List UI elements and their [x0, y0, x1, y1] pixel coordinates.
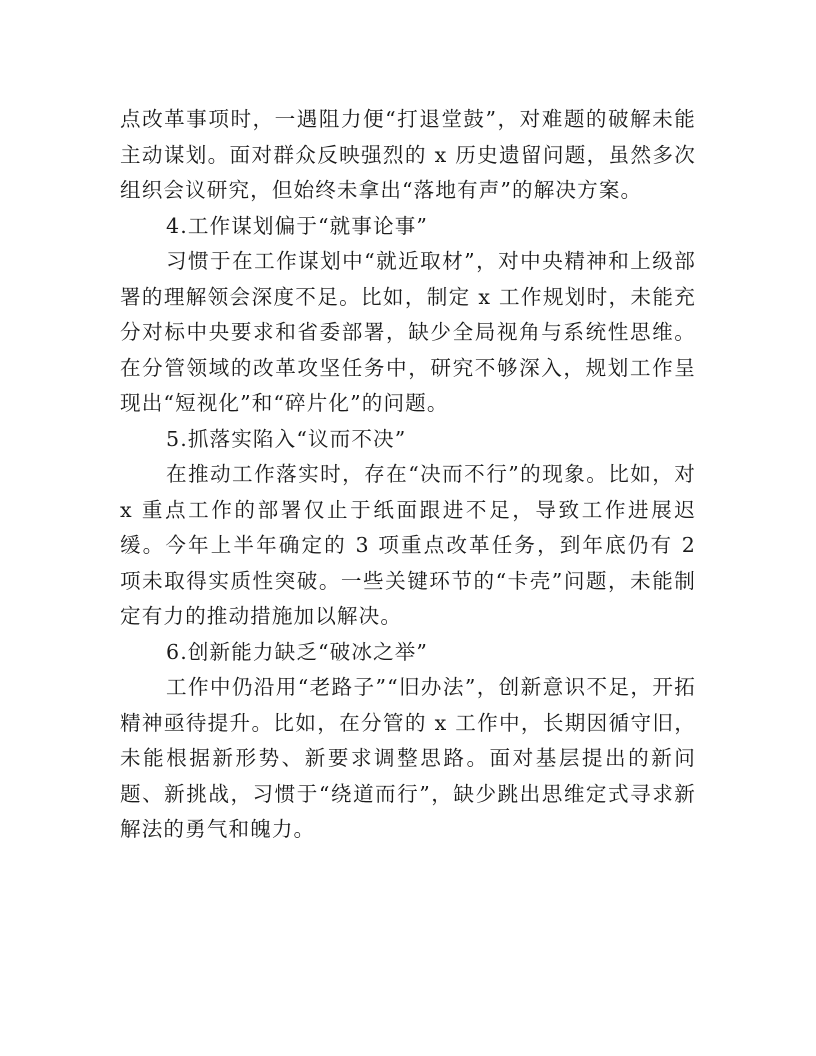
paragraph-section-4: 习惯于在工作谋划中“就近取材”，对中央精神和上级部署的理解领会深度不足。比如，制定 x 工作规划时，未能充分对标中央要求和省委部署，缺少全局视角与系统性思维。在分管领域的改革攻坚任务中，研究不够深入，规划工作呈现出“短视化”和“碎片化”的问题。 [120, 249, 696, 415]
paragraph-section-6: 工作中仍沿用“老路子”“旧办法”，创新意识不足，开拓精神亟待提升。比如，在分管的 x 工作中，长期因循守旧，未能根据新形势、新要求调整思路。面对基层提出的新问题、新挑战，习惯于“绕道而行”，缺少跳出思维定式寻求新解法的勇气和魄力。 [120, 675, 696, 841]
paragraph-continuation: 点改革事项时，一遇阻力便“打退堂鼓”，对难题的破解未能主动谋划。面对群众反映强烈的 x 历史遗留问题，虽然多次组织会议研究，但始终未拿出“落地有声”的解决方案。 [120, 107, 696, 202]
document-body [120, 102, 696, 848]
section-heading-6: 6.创新能力缺乏“破冰之举” [166, 639, 429, 664]
section-heading-5: 5.抓落实陷入“议而不决” [166, 426, 407, 451]
section-heading-4: 4.工作谋划偏于“就事论事” [166, 213, 429, 238]
paragraph-section-5: 在推动工作落实时，存在“决而不行”的现象。比如，对 x 重点工作的部署仅止于纸面跟进不足，导致工作进展迟缓。今年上半年确定的 3 项重点改革任务，到年底仍有 2 项未取得实质性突破。一些关键环节的“卡壳”问题，未能制定有力的推动措施加以解决。 [120, 462, 696, 628]
